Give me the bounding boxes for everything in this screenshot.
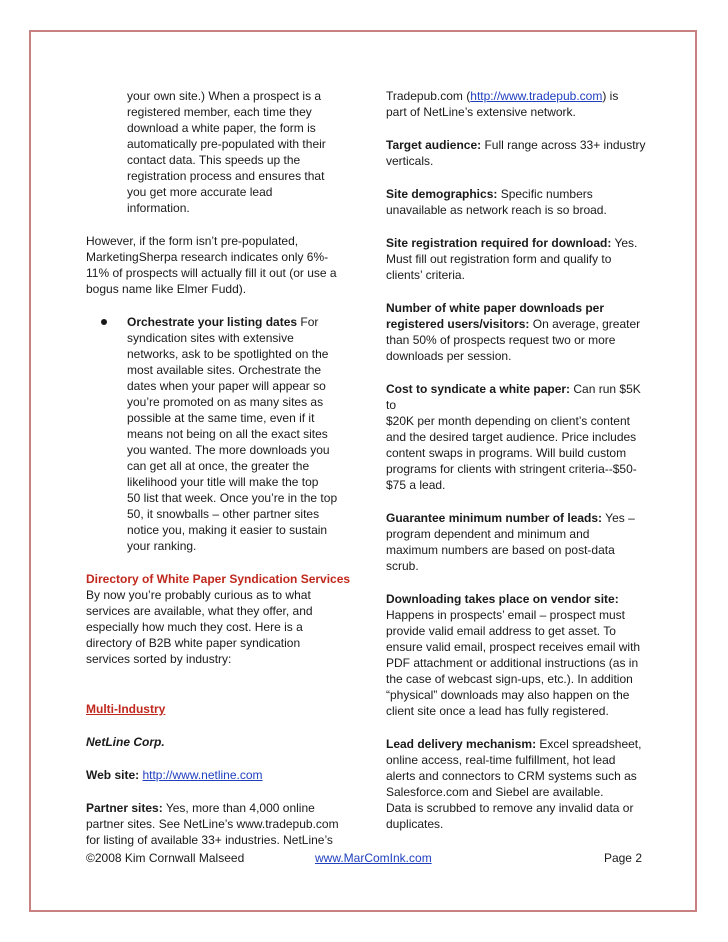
text-line: duplicates. [386, 817, 444, 831]
text-line: program dependent and minimum and [386, 527, 590, 541]
text-line: registered member, each time they [127, 105, 312, 119]
text-line: likelihood your title will make the top [127, 475, 319, 489]
text-line: clients’ criteria. [386, 268, 465, 282]
text-line: $20K per month depending on client’s content [386, 414, 630, 428]
text-line: part of NetLine’s extensive network. [386, 105, 576, 119]
text-line: possible at the same time, even if it [127, 411, 315, 425]
downloads-per-user [386, 300, 648, 364]
text-line: “physical” downloads may also happen on the [386, 688, 630, 702]
num-label: registered users/visitors: [386, 317, 530, 331]
text-line: maximum numbers are based on post-data [386, 543, 615, 557]
text-line: information. [127, 201, 190, 215]
partner-sites [86, 800, 366, 848]
text-line: than 50% of prospects request two or more [386, 333, 616, 347]
partner-label: Partner sites: [86, 801, 163, 815]
reg-label: Site registration required for download: [386, 236, 612, 250]
however-paragraph [86, 233, 366, 297]
text-line: notice you, making it easier to sustain [127, 523, 328, 537]
text-line: for listing of available 33+ industries. NetLine’s [86, 833, 333, 847]
text-line: automatically pre-populated with their [127, 137, 326, 151]
text-line: $75 a lead. [386, 478, 446, 492]
text-line: you’re promoted on as many sites as [127, 395, 324, 409]
text-line: MarketingSherpa research indicates only 6%- [86, 250, 329, 264]
text-span: Can run $5K to [386, 382, 641, 412]
bullet-title: Orchestrate your listing dates [127, 315, 298, 329]
downloading-vendor-site [386, 591, 648, 719]
bullet-orchestrate [86, 314, 366, 554]
demo-label: Site demographics: [386, 187, 498, 201]
text-line: services are available, what they offer, and [86, 604, 313, 618]
text-line: Must fill out registration form and qualify to [386, 252, 612, 266]
text-line: contact data. This speeds up the [127, 153, 301, 167]
text-line: the case of webcast sign-ups, etc.). In addition [386, 672, 633, 686]
text-line: alerts and connectors to CRM systems such as [386, 769, 637, 783]
text-line: content swaps in programs. Will build custom [386, 446, 627, 460]
target-label: Target audience: [386, 138, 482, 152]
text-span: Full range across 33+ industry [481, 138, 646, 152]
bullet-dot-icon [101, 319, 107, 325]
guarantee-leads [386, 510, 648, 574]
num-label: Number of white paper downloads per [386, 301, 605, 315]
directory-section [86, 571, 366, 667]
text-line: partner sites. See NetLine’s www.tradepub.com [86, 817, 339, 831]
text-line: Data is scrubbed to remove any invalid data or [386, 801, 634, 815]
text-line: PDF attachment or additional instructions (as in [386, 656, 639, 670]
netline-link[interactable]: http://www.netline.com [142, 768, 263, 782]
page-number: Page 2 [603, 851, 642, 865]
text-line: especially how much they cost. Here is a [86, 620, 303, 634]
text-line: directory of B2B white paper syndication [86, 636, 301, 650]
text-line: provide valid email address to get asset. To [386, 624, 616, 638]
footer-site-link[interactable]: www.MarComInk.com [315, 851, 432, 865]
text-line: syndication sites with extensive [127, 331, 294, 345]
website-label: Web site: [86, 768, 140, 782]
dl-label: Downloading takes place on vendor site: [386, 592, 619, 606]
text-span: Yes. [611, 236, 638, 250]
text-line: you wanted. The more downloads you [127, 443, 330, 457]
left-column [86, 88, 366, 848]
multi-industry-heading: Multi-Industry [86, 702, 166, 716]
text-line: online access, real-time fulfillment, hot lead [386, 753, 616, 767]
bullet-continuation [86, 88, 366, 216]
text-line: you get more accurate lead [127, 185, 273, 199]
text-line: bogus name like Elmer Fudd). [86, 282, 247, 296]
text-span: Specific numbers [497, 187, 593, 201]
site-registration [386, 235, 648, 283]
text-line: Happens in prospects’ email – prospect must [386, 608, 626, 622]
text-span: Yes, more than 4,000 online [162, 801, 315, 815]
text-line: your own site.) When a prospect is a [127, 89, 322, 103]
cost-to-syndicate [386, 381, 648, 493]
directory-heading: Directory of White Paper Syndication Services [86, 572, 351, 586]
tradepub-link[interactable]: http://www.tradepub.com [470, 89, 603, 103]
text-line: programs for clients with stringent criteria--$50- [386, 462, 637, 476]
lead-label: Lead delivery mechanism: [386, 737, 537, 751]
text-line: By now you’re probably curious as to what [86, 588, 311, 602]
guarantee-label: Guarantee minimum number of leads: [386, 511, 603, 525]
text-line: 11% of prospects will actually fill it out (or use a [86, 266, 337, 280]
text-line: Salesforce.com and Siebel are available. [386, 785, 604, 799]
text-span: Yes – [602, 511, 635, 525]
target-audience [386, 137, 648, 169]
text-line: networks, ask to be spotlighted on the [127, 347, 329, 361]
text-line: However, if the form isn’t pre-populated, [86, 234, 299, 248]
copyright-text: ©2008 Kim Cornwall Malseed [86, 851, 245, 865]
site-demographics [386, 186, 648, 218]
text-line: client site once a lead has fully registered. [386, 704, 609, 718]
text-line: unavailable as network reach is so broad. [386, 203, 607, 217]
right-column [386, 88, 648, 832]
page-footer [86, 850, 642, 866]
text-line: download a white paper, the form is [127, 121, 316, 135]
text-span: Excel spreadsheet, [536, 737, 642, 751]
text-span: On average, greater [529, 317, 641, 331]
text-line: your ranking. [127, 539, 197, 553]
text-line: services sorted by industry: [86, 652, 232, 666]
text-line: dates when your paper will appear so [127, 379, 326, 393]
cost-label: Cost to syndicate a white paper: [386, 382, 571, 396]
text-line: most available sites. Orchestrate the [127, 363, 322, 377]
text-line: ensure valid email, prospect receives email with [386, 640, 641, 654]
text-line: downloads per session. [386, 349, 512, 363]
text-line: 50 list that week. Once you’re in the top [127, 491, 338, 505]
lead-delivery [386, 736, 648, 832]
text-line: and the desired target audience. Price includes [386, 430, 637, 444]
text-span: Tradepub.com ( [386, 89, 471, 103]
text-span: For [297, 315, 319, 329]
company-name: NetLine Corp. [86, 735, 165, 749]
text-line: registration process and ensures that [127, 169, 325, 183]
text-line: scrub. [386, 559, 419, 573]
text-line: can get all at once, the greater the [127, 459, 310, 473]
text-line: 50, it snowballs – other partner sites [127, 507, 320, 521]
tradepub-paragraph [386, 88, 648, 120]
text-line: means not being on all the exact sites [127, 427, 328, 441]
text-line: verticals. [386, 154, 434, 168]
text-span: ) is [602, 89, 619, 103]
